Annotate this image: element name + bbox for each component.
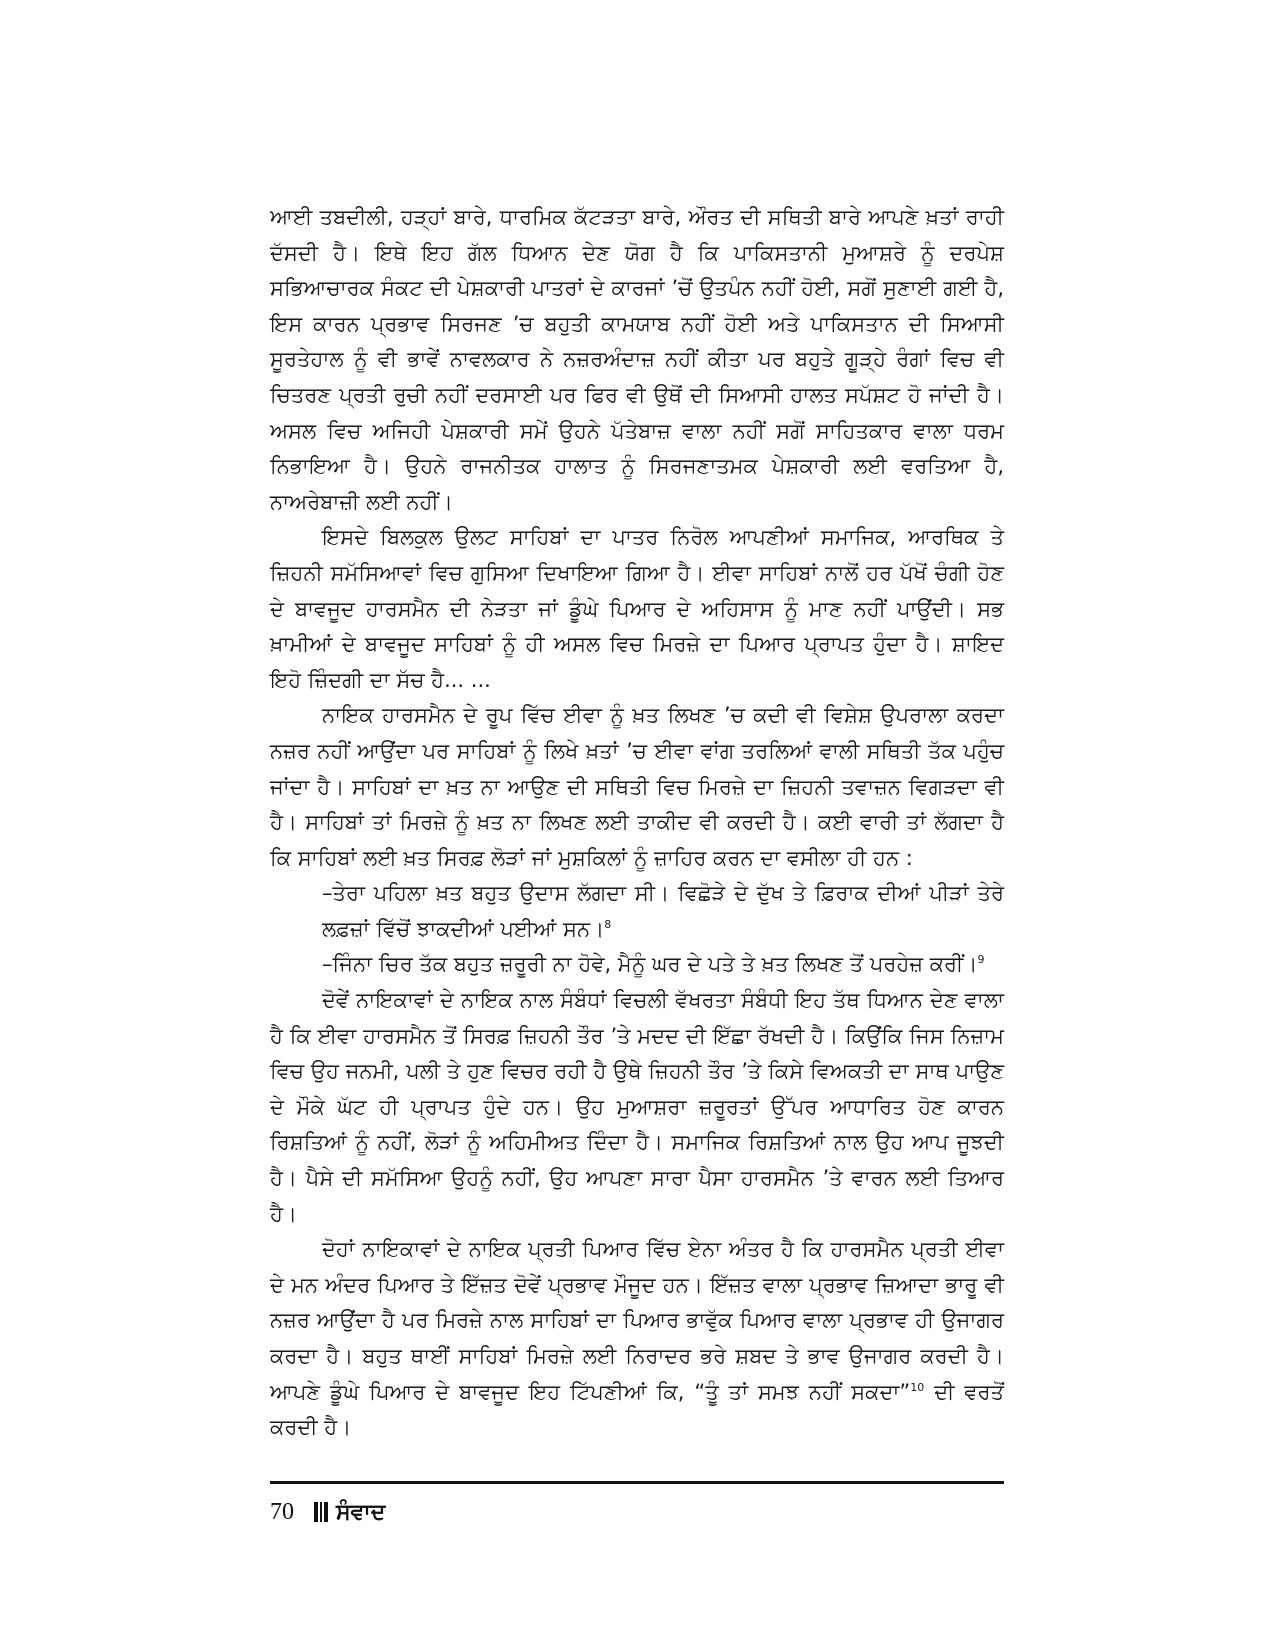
paragraph: ਦੋਵੇਂ ਨਾਇਕਾਵਾਂ ਦੇ ਨਾਇਕ ਨਾਲ ਸੰਬੰਧਾਂ ਵਿਚਲੀ ਵੱਖਰਤਾ ਸੰਬੰਧੀ ਇਹ ਤੱਥ ਧਿਆਨ ਦੇਣ ਵਾਲਾ ਹੈ ਕਿ ਈਵਾ ਹਾਰਸਮੈਨ ਤੋਂ ਸਿਰਫ਼ ਜ਼ਿਹਨੀ ਤੌਰ ’ਤੇ ਮਦਦ ਦੀ ਇੱਛਾ ਰੱਖਦੀ ਹੈ। ਕਿਉਂਕਿ ਜਿਸ ਨਿਜ਼ਾਮ ਵਿਚ ਉਹ ਜਨਮੀ, ਪਲੀ ਤੇ ਹੁਣ ਵਿਚਰ ਰਹੀ ਹੈ ਉਥੇ ਜ਼ਿਹਨੀ ਤੌਰ ’ਤੇ ਕਿਸੇ ਵਿਅਕਤੀ ਦਾ ਸਾਥ ਪਾਉਣ ਦੇ ਮੌਕੇ ਘੱਟ ਹੀ ਪ੍ਰਾਪਤ ਹੁੰਦੇ ਹਨ। ਉਹ ਮੁਆਸ਼ਰਾ ਜ਼ਰੂਰਤਾਂ ਉੱਪਰ ਆਧਾਰਿਤ ਹੋਣ ਕਾਰਨ ਰਿਸ਼ਤਿਆਂ ਨੂੰ ਨਹੀਂ, ਲੋੜਾਂ ਨੂੰ ਅਹਿਮੀਅਤ ਦਿੰਦਾ ਹੈ। ਸਮਾਜਿਕ ਰਿਸ਼ਤਿਆਂ ਨਾਲ ਉਹ ਆਪ ਜੂਝਦੀ ਹੈ। ਪੈਸੇ ਦੀ ਸਮੱਸਿਆ ਉਹਨੂੰ ਨਹੀਂ, ਉਹ ਆਪਣਾ ਸਾਰਾ ਪੈਸਾ ਹਾਰਸਮੈਨ ’ਤੇ ਵਾਰਨ ਲਈ ਤਿਆਰ ਹੈ। xyxy=(270,988,1004,1226)
footnote-marker: 9 xyxy=(977,953,985,967)
paragraph-tail: ਦੀ ਵਰਤੋਂ ਕਰਦੀ ਹੈ। xyxy=(270,1379,1004,1440)
paragraph: ਆਈ ਤਬਦੀਲੀ, ਹੜ੍ਹਾਂ ਬਾਰੇ, ਧਾਰਮਿਕ ਕੱਟੜਤਾ ਬਾਰੇ, ਔਰਤ ਦੀ ਸਥਿਤੀ ਬਾਰੇ ਆਪਣੇ ਖ਼ਤਾਂ ਰਾਹੀ ਦੱਸਦੀ ਹੈ। ਇਥੇ ਇਹ ਗੱਲ ਧਿਆਨ ਦੇਣ ਯੋਗ ਹੈ ਕਿ ਪਾਕਿਸਤਾਨੀ ਮੁਆਸ਼ਰੇ ਨੂੰ ਦਰਪੇਸ਼ ਸਭਿਆਚਾਰਕ ਸੰਕਟ ਦੀ ਪੇਸ਼ਕਾਰੀ ਪਾਤਰਾਂ ਦੇ ਕਾਰਜਾਂ ’ਚੋਂ ਉਤਪੰਨ ਨਹੀਂ ਹੋਈ, ਸਗੋਂ ਸੁਣਾਈ ਗਈ ਹੈ, ਇਸ ਕਾਰਨ ਪ੍ਰਭਾਵ ਸਿਰਜਣ ’ਚ ਬਹੁਤੀ ਕਾਮਯਾਬ ਨਹੀਂ ਹੋਈ ਅਤੇ ਪਾਕਿਸਤਾਨ ਦੀ ਸਿਆਸੀ ਸੂਰਤੇਹਾਲ ਨੂੰ ਵੀ ਭਾਵੇਂ ਨਾਵਲਕਾਰ ਨੇ ਨਜ਼ਰਅੰਦਾਜ਼ ਨਹੀਂ ਕੀਤਾ ਪਰ ਬਹੁਤੇ ਗੂੜ੍ਹੇ ਰੰਗਾਂ ਵਿਚ ਵੀ ਚਿਤਰਣ ਪ੍ਰਤੀ ਰੁਚੀ ਨਹੀਂ ਦਰਸਾਈ ਪਰ ਫਿਰ ਵੀ ਉਥੋਂ ਦੀ ਸਿਆਸੀ ਹਾਲਤ ਸਪੱਸ਼ਟ ਹੋ ਜਾਂਦੀ ਹੈ। ਅਸਲ ਵਿਚ ਅਜਿਹੀ ਪੇਸ਼ਕਾਰੀ ਸਮੇਂ ਉਹਨੇ ਪੱਤੇਬਾਜ਼ ਵਾਲਾ ਨਹੀਂ ਸਗੋਂ ਸਾਹਿਤਕਾਰ ਵਾਲਾ ਧਰਮ ਨਿਭਾਇਆ ਹੈ। ਉਹਨੇ ਰਾਜਨੀਤਕ ਹਾਲਾਤ ਨੂੰ ਸਿਰਜਣਾਤਮਕ ਪੇਸ਼ਕਾਰੀ ਲਈ ਵਰਤਿਆ ਹੈ, ਨਾਅਰੇਬਾਜ਼ੀ ਲਈ ਨਹੀਂ। xyxy=(270,205,1004,514)
footnote-marker: 8 xyxy=(604,917,612,931)
paragraph-text: ਦੋਹਾਂ ਨਾਇਕਾਵਾਂ ਦੇ ਨਾਇਕ ਪ੍ਰਤੀ ਪਿਆਰ ਵਿੱਚ ਏਨਾ ਅੰਤਰ ਹੈ ਕਿ ਹਾਰਸਮੈਨ ਪ੍ਰਤੀ ਈਵਾ ਦੇ ਮਨ ਅੰਦਰ ਪਿਆਰ ਤੇ ਇੱਜ਼ਤ ਦੋਵੇਂ ਪ੍ਰਭਾਵ ਮੌਜੂਦ ਹਨ। ਇੱਜ਼ਤ ਵਾਲਾ ਪ੍ਰਭਾਵ ਜ਼ਿਆਦਾ ਭਾਰੂ ਵੀ ਨਜ਼ਰ ਆਉਂਦਾ ਹੈ ਪਰ ਮਿਰਜ਼ੇ ਨਾਲ ਸਾਹਿਬਾਂ ਦਾ ਪਿਆਰ ਭਾਵੁੱਕ ਪਿਆਰ ਵਾਲਾ ਪ੍ਰਭਾਵ ਹੀ ਉਜਾਗਰ ਕਰਦਾ ਹੈ। ਬਹੁਤ ਥਾਈਂ ਸਾਹਿਬਾਂ ਮਿਰਜ਼ੇ ਲਈ ਨਿਰਾਦਰ ਭਰੇ ਸ਼ਬਦ ਤੇ ਭਾਵ ਉਜਾਗਰ ਕਰਦੀ ਹੈ। ਆਪਣੇ ਡੂੰਘੇ ਪਿਆਰ ਦੇ ਬਾਵਜੂਦ ਇਹ ਟਿੱਪਣੀਆਂ ਕਿ, “ਤੂੰ ਤਾਂ ਸਮਝ ਨਹੀਂ ਸਕਦਾ” xyxy=(270,1237,1004,1404)
quote-text: –ਤੇਰਾ ਪਹਿਲਾ ਖ਼ਤ ਬਹੁਤ ਉਦਾਸ ਲੱਗਦਾ ਸੀ। ਵਿਛੋੜੇ ਦੇ ਦੁੱਖ ਤੇ ਫ਼ਿਰਾਕ ਦੀਆਂ ਪੀੜਾਂ ਤੇਰੇ ਲਫ਼ਜ਼ਾਂ ਵਿੱਚੋਂ ਝਾਕਦੀਆਂ ਪਈਆਂ ਸਨ। xyxy=(322,881,1004,941)
paragraph: ਇਸਦੇ ਬਿਲਕੁਲ ਉਲਟ ਸਾਹਿਬਾਂ ਦਾ ਪਾਤਰ ਨਿਰੋਲ ਆਪਣੀਆਂ ਸਮਾਜਿਕ, ਆਰਥਿਕ ਤੇ ਜ਼ਿਹਨੀ ਸਮੱਸਿਆਵਾਂ ਵਿਚ ਗੁਸਿਆ ਦਿਖਾਇਆ ਗਿਆ ਹੈ। ਈਵਾ ਸਾਹਿਬਾਂ ਨਾਲੋਂ ਹਰ ਪੱਖੋਂ ਚੰਗੀ ਹੋਣ ਦੇ ਬਾਵਜੂਦ ਹਾਰਸਮੈਨ ਦੀ ਨੇੜਤਾ ਜਾਂ ਡੂੰਘੇ ਪਿਆਰ ਦੇ ਅਹਿਸਾਸ ਨੂੰ ਮਾਣ ਨਹੀਂ ਪਾਉਂਦੀ। ਸਭ ਖ਼ਾਮੀਆਂ ਦੇ ਬਾਵਜੂਦ ਸਾਹਿਬਾਂ ਨੂੰ ਹੀ ਅਸਲ ਵਿਚ ਮਿਰਜ਼ੇ ਦਾ ਪਿਆਰ ਪ੍ਰਾਪਤ ਹੁੰਦਾ ਹੈ। ਸ਼ਾਇਦ ਇਹੋ ਜ਼ਿੰਦਗੀ ਦਾ ਸੱਚ ਹੈ... ... xyxy=(270,525,1004,692)
paragraph xyxy=(270,1232,1004,1446)
journal-title: ਸੰਵਾਦ xyxy=(336,1499,386,1525)
footnote-marker: 10 xyxy=(910,1380,925,1394)
body-text xyxy=(270,200,1004,1446)
page-number: 70 xyxy=(270,1498,294,1525)
quote-line xyxy=(322,876,1004,947)
quote-line xyxy=(322,947,1004,983)
page-footer xyxy=(270,1492,385,1532)
journal-bars-icon xyxy=(314,1502,328,1522)
quote-text: –ਜਿੰਨਾ ਚਿਰ ਤੱਕ ਬਹੁਤ ਜ਼ਰੂਰੀ ਨਾ ਹੋਵੇ, ਮੈਨੂੰ ਘਰ ਦੇ ਪਤੇ ਤੇ ਖ਼ਤ ਲਿਖਣ ਤੋਂ ਪਰਹੇਜ਼ ਕਰੀਂ। xyxy=(322,952,978,977)
paragraph: ਨਾਇਕ ਹਾਰਸਮੈਨ ਦੇ ਰੂਪ ਵਿੱਚ ਈਵਾ ਨੂੰ ਖ਼ਤ ਲਿਖਣ ’ਚ ਕਦੀ ਵੀ ਵਿਸ਼ੇਸ਼ ਉਪਰਾਲਾ ਕਰਦਾ ਨਜ਼ਰ ਨਹੀਂ ਆਉਂਦਾ ਪਰ ਸਾਹਿਬਾਂ ਨੂੰ ਲਿਖੇ ਖ਼ਤਾਂ ’ਚ ਈਵਾ ਵਾਂਗ ਤਰਲਿਆਂ ਵਾਲੀ ਸਥਿਤੀ ਤੱਕ ਪਹੁੰਚ ਜਾਂਦਾ ਹੈ। ਸਾਹਿਬਾਂ ਦਾ ਖ਼ਤ ਨਾ ਆਉਣ ਦੀ ਸਥਿਤੀ ਵਿਚ ਮਿਰਜ਼ੇ ਦਾ ਜ਼ਿਹਨੀ ਤਵਾਜ਼ਨ ਵਿਗੜਦਾ ਵੀ ਹੈ। ਸਾਹਿਬਾਂ ਤਾਂ ਮਿਰਜ਼ੇ ਨੂੰ ਖ਼ਤ ਨਾ ਲਿਖਣ ਲਈ ਤਾਕੀਦ ਵੀ ਕਰਦੀ ਹੈ। ਕਈ ਵਾਰੀ ਤਾਂ ਲੱਗਦਾ ਹੈ ਕਿ ਸਾਹਿਬਾਂ ਲਈ ਖ਼ਤ ਸਿਰਫ਼ ਲੋੜਾਂ ਜਾਂ ਮੁਸ਼ਕਿਲਾਂ ਨੂੰ ਜ਼ਾਹਿਰ ਕਰਨ ਦਾ ਵਸੀਲਾ ਹੀ ਹਨ : xyxy=(270,703,1004,870)
footer-rule xyxy=(270,1481,1004,1484)
quoted-letters xyxy=(270,876,1004,983)
